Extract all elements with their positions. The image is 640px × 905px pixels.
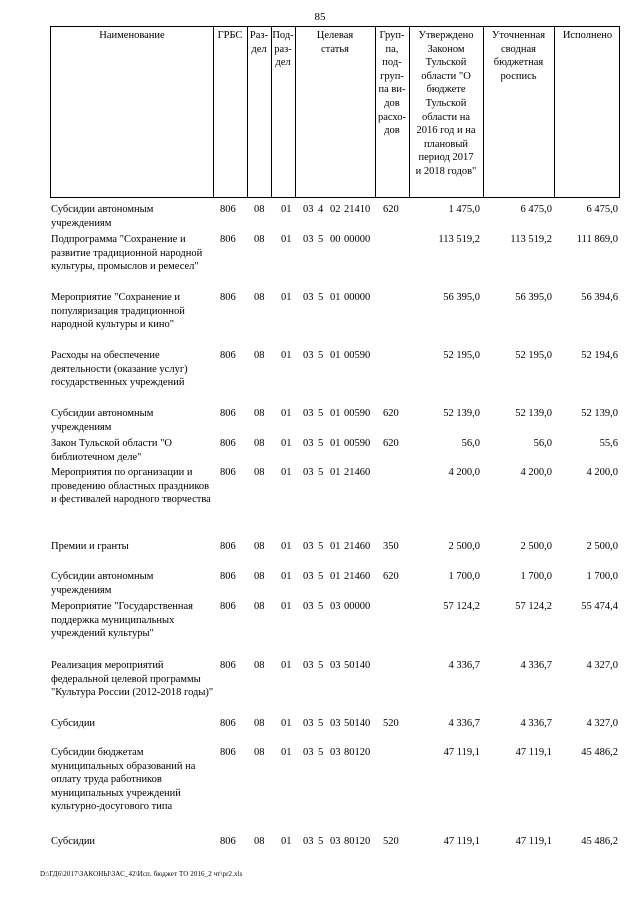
row-podrazdel: 01 <box>281 234 292 245</box>
row-target-part: 03 <box>303 836 314 847</box>
row-group: 620 <box>383 408 399 419</box>
row-target-part: 00590 <box>344 350 371 361</box>
header-podrazdel: Под- раз- дел <box>272 30 294 69</box>
row-razdel: 08 <box>254 718 265 729</box>
header-group: Груп- па, под- груп- па ви- дов расхо- дов <box>377 30 407 137</box>
row-target-part: 21410 <box>344 204 371 215</box>
row-executed: 56 394,6 <box>581 292 618 303</box>
row-refined: 47 119,1 <box>515 836 552 847</box>
row-refined: 4 200,0 <box>520 467 552 478</box>
row-target-part: 5 <box>318 836 324 847</box>
row-refined: 1 700,0 <box>520 571 552 582</box>
row-refined: 52 139,0 <box>515 408 552 419</box>
row-razdel: 08 <box>254 571 265 582</box>
table-header <box>50 26 620 198</box>
row-refined: 52 195,0 <box>515 350 552 361</box>
row-target-part: 5 <box>318 350 324 361</box>
row-podrazdel: 01 <box>281 718 292 729</box>
row-target-part: 01 <box>330 438 341 449</box>
row-grbs: 806 <box>220 601 236 612</box>
row-name: Реализация мероприятий федеральной целевой программы "Культура России (2012-2018 годы)" <box>51 660 214 699</box>
row-target-part: 80120 <box>344 747 371 758</box>
row-approved: 4 336,7 <box>448 718 480 729</box>
row-target-part: 4 <box>318 204 324 215</box>
row-refined: 47 119,1 <box>515 747 552 758</box>
row-podrazdel: 01 <box>281 747 292 758</box>
row-target-part: 5 <box>318 541 324 552</box>
row-executed: 52 194,6 <box>581 350 618 361</box>
header-grbs: ГРБС <box>217 30 243 41</box>
row-target-part: 5 <box>318 438 324 449</box>
row-razdel: 08 <box>254 601 265 612</box>
row-target-part: 01 <box>330 350 341 361</box>
row-razdel: 08 <box>254 204 265 215</box>
row-razdel: 08 <box>254 747 265 758</box>
row-approved: 4 200,0 <box>448 467 480 478</box>
row-target-part: 03 <box>303 467 314 478</box>
row-executed: 4 200,0 <box>586 467 618 478</box>
row-razdel: 08 <box>254 541 265 552</box>
row-target-part: 03 <box>330 660 341 671</box>
row-grbs: 806 <box>220 234 236 245</box>
row-target-part: 80120 <box>344 836 371 847</box>
row-target-part: 50140 <box>344 660 371 671</box>
row-target-part: 02 <box>330 204 341 215</box>
row-approved: 2 500,0 <box>448 541 480 552</box>
row-target-part: 21460 <box>344 467 371 478</box>
row-razdel: 08 <box>254 292 265 303</box>
row-target-part: 00 <box>330 234 341 245</box>
row-target-part: 5 <box>318 747 324 758</box>
header-target: Целевая статья <box>316 30 354 55</box>
row-approved: 56,0 <box>461 438 480 449</box>
row-executed: 4 327,0 <box>586 660 618 671</box>
row-grbs: 806 <box>220 660 236 671</box>
row-target-part: 03 <box>303 438 314 449</box>
row-refined: 56 395,0 <box>515 292 552 303</box>
row-target-part: 03 <box>303 204 314 215</box>
row-target-part: 03 <box>303 234 314 245</box>
row-name: Субсидии <box>51 718 96 729</box>
row-group: 620 <box>383 571 399 582</box>
row-approved: 113 519,2 <box>438 234 480 245</box>
row-executed: 55,6 <box>599 438 618 449</box>
row-approved: 47 119,1 <box>443 836 480 847</box>
row-podrazdel: 01 <box>281 408 292 419</box>
row-target-part: 03 <box>303 571 314 582</box>
row-group: 520 <box>383 836 399 847</box>
row-grbs: 806 <box>220 718 236 729</box>
row-executed: 6 475,0 <box>586 204 618 215</box>
row-target-part: 03 <box>330 836 341 847</box>
row-target-part: 03 <box>330 747 341 758</box>
row-podrazdel: 01 <box>281 660 292 671</box>
row-target-part: 01 <box>330 541 341 552</box>
row-target-part: 5 <box>318 408 324 419</box>
row-target-part: 5 <box>318 660 324 671</box>
row-podrazdel: 01 <box>281 467 292 478</box>
row-grbs: 806 <box>220 747 236 758</box>
row-grbs: 806 <box>220 204 236 215</box>
row-target-part: 01 <box>330 467 341 478</box>
row-podrazdel: 01 <box>281 350 292 361</box>
row-name: Субсидии автономным учреждениям <box>51 204 154 229</box>
row-target-part: 03 <box>330 718 341 729</box>
row-razdel: 08 <box>254 234 265 245</box>
row-group: 350 <box>383 541 399 552</box>
row-approved: 56 395,0 <box>443 292 480 303</box>
row-name: Мероприятие "Государственная поддержка муниципальных учреждений культуры" <box>51 601 194 640</box>
row-target-part: 03 <box>303 408 314 419</box>
row-grbs: 806 <box>220 836 236 847</box>
row-refined: 57 124,2 <box>515 601 552 612</box>
row-target-part: 03 <box>303 747 314 758</box>
row-grbs: 806 <box>220 541 236 552</box>
row-podrazdel: 01 <box>281 601 292 612</box>
row-target-part: 03 <box>303 601 314 612</box>
row-razdel: 08 <box>254 836 265 847</box>
row-executed: 52 139,0 <box>581 408 618 419</box>
row-razdel: 08 <box>254 660 265 671</box>
row-name: Субсидии <box>51 836 96 847</box>
row-target-part: 00000 <box>344 234 371 245</box>
row-refined: 2 500,0 <box>520 541 552 552</box>
row-executed: 45 486,2 <box>581 747 618 758</box>
row-target-part: 00590 <box>344 438 371 449</box>
row-target-part: 50140 <box>344 718 371 729</box>
header-refined: Уточненная сводная бюджетная роспись <box>491 30 546 82</box>
row-grbs: 806 <box>220 467 236 478</box>
row-target-part: 01 <box>330 408 341 419</box>
row-target-part: 01 <box>330 292 341 303</box>
row-group: 620 <box>383 204 399 215</box>
row-name: Субсидии бюджетам муниципальных образований на оплату труда работников муниципальных учреждений культурно-досугового типа <box>51 747 196 813</box>
row-grbs: 806 <box>220 438 236 449</box>
row-approved: 52 139,0 <box>443 408 480 419</box>
header-approved: Утверждено Законом Тульской области "О бюджете Тульской области на 2016 год и на плановый период 2017 и 2018 годов" <box>415 30 477 177</box>
column-divider <box>554 27 555 197</box>
row-executed: 2 500,0 <box>586 541 618 552</box>
row-razdel: 08 <box>254 408 265 419</box>
row-name: Мероприятие "Сохранение и популяризация традиционной народной культуры и кино" <box>51 292 185 331</box>
header-razdel: Раз- дел <box>249 30 269 55</box>
row-target-part: 5 <box>318 601 324 612</box>
row-target-part: 21460 <box>344 541 371 552</box>
row-refined: 4 336,7 <box>520 660 552 671</box>
row-target-part: 03 <box>303 541 314 552</box>
row-podrazdel: 01 <box>281 541 292 552</box>
row-target-part: 03 <box>303 718 314 729</box>
row-executed: 1 700,0 <box>586 571 618 582</box>
row-razdel: 08 <box>254 467 265 478</box>
row-podrazdel: 01 <box>281 438 292 449</box>
row-refined: 56,0 <box>533 438 552 449</box>
row-podrazdel: 01 <box>281 204 292 215</box>
row-refined: 4 336,7 <box>520 718 552 729</box>
row-group: 520 <box>383 718 399 729</box>
row-podrazdel: 01 <box>281 292 292 303</box>
row-razdel: 08 <box>254 438 265 449</box>
row-target-part: 5 <box>318 467 324 478</box>
page-number: 85 <box>314 11 326 23</box>
row-target-part: 5 <box>318 292 324 303</box>
row-name: Мероприятия по организации и проведению областных праздников и фестивалей народного творчества <box>51 467 211 506</box>
row-approved: 1 475,0 <box>448 204 480 215</box>
row-target-part: 21460 <box>344 571 371 582</box>
row-name: Закон Тульской области "О библиотечном деле" <box>51 438 173 463</box>
row-target-part: 5 <box>318 718 324 729</box>
row-target-part: 03 <box>303 660 314 671</box>
row-name: Подпрограмма "Сохранение и развитие традиционной народной культуры, промыслов и ремесел" <box>51 234 203 273</box>
row-podrazdel: 01 <box>281 571 292 582</box>
row-name: Расходы на обеспечение деятельности (оказание услуг) государственных учреждений <box>51 350 188 389</box>
row-executed: 45 486,2 <box>581 836 618 847</box>
row-grbs: 806 <box>220 408 236 419</box>
row-podrazdel: 01 <box>281 836 292 847</box>
row-grbs: 806 <box>220 292 236 303</box>
file-path-footer: D:\ГД6\2017\ЗАКОНЫ\ЗАС_42\Исп. бюджет ТО 2016_2 чт\pr2.xls <box>40 870 243 878</box>
row-approved: 1 700,0 <box>448 571 480 582</box>
row-approved: 4 336,7 <box>448 660 480 671</box>
row-target-part: 5 <box>318 571 324 582</box>
row-target-part: 01 <box>330 571 341 582</box>
row-executed: 55 474,4 <box>581 601 618 612</box>
header-name: Наименование <box>99 30 165 41</box>
row-target-part: 00000 <box>344 601 371 612</box>
column-divider <box>213 27 214 197</box>
row-executed: 111 869,0 <box>576 234 618 245</box>
row-target-part: 00590 <box>344 408 371 419</box>
row-name: Премии и гранты <box>51 541 129 552</box>
row-target-part: 03 <box>303 292 314 303</box>
row-approved: 57 124,2 <box>443 601 480 612</box>
row-razdel: 08 <box>254 350 265 361</box>
row-name: Субсидии автономным учреждениям <box>51 408 154 433</box>
row-refined: 113 519,2 <box>510 234 552 245</box>
row-target-part: 03 <box>330 601 341 612</box>
row-refined: 6 475,0 <box>520 204 552 215</box>
row-executed: 4 327,0 <box>586 718 618 729</box>
row-target-part: 00000 <box>344 292 371 303</box>
row-target-part: 5 <box>318 234 324 245</box>
header-executed: Исполнено <box>562 30 613 41</box>
row-grbs: 806 <box>220 350 236 361</box>
row-grbs: 806 <box>220 571 236 582</box>
row-target-part: 03 <box>303 350 314 361</box>
row-approved: 52 195,0 <box>443 350 480 361</box>
row-name: Субсидии автономным учреждениям <box>51 571 154 596</box>
row-approved: 47 119,1 <box>443 747 480 758</box>
row-group: 620 <box>383 438 399 449</box>
